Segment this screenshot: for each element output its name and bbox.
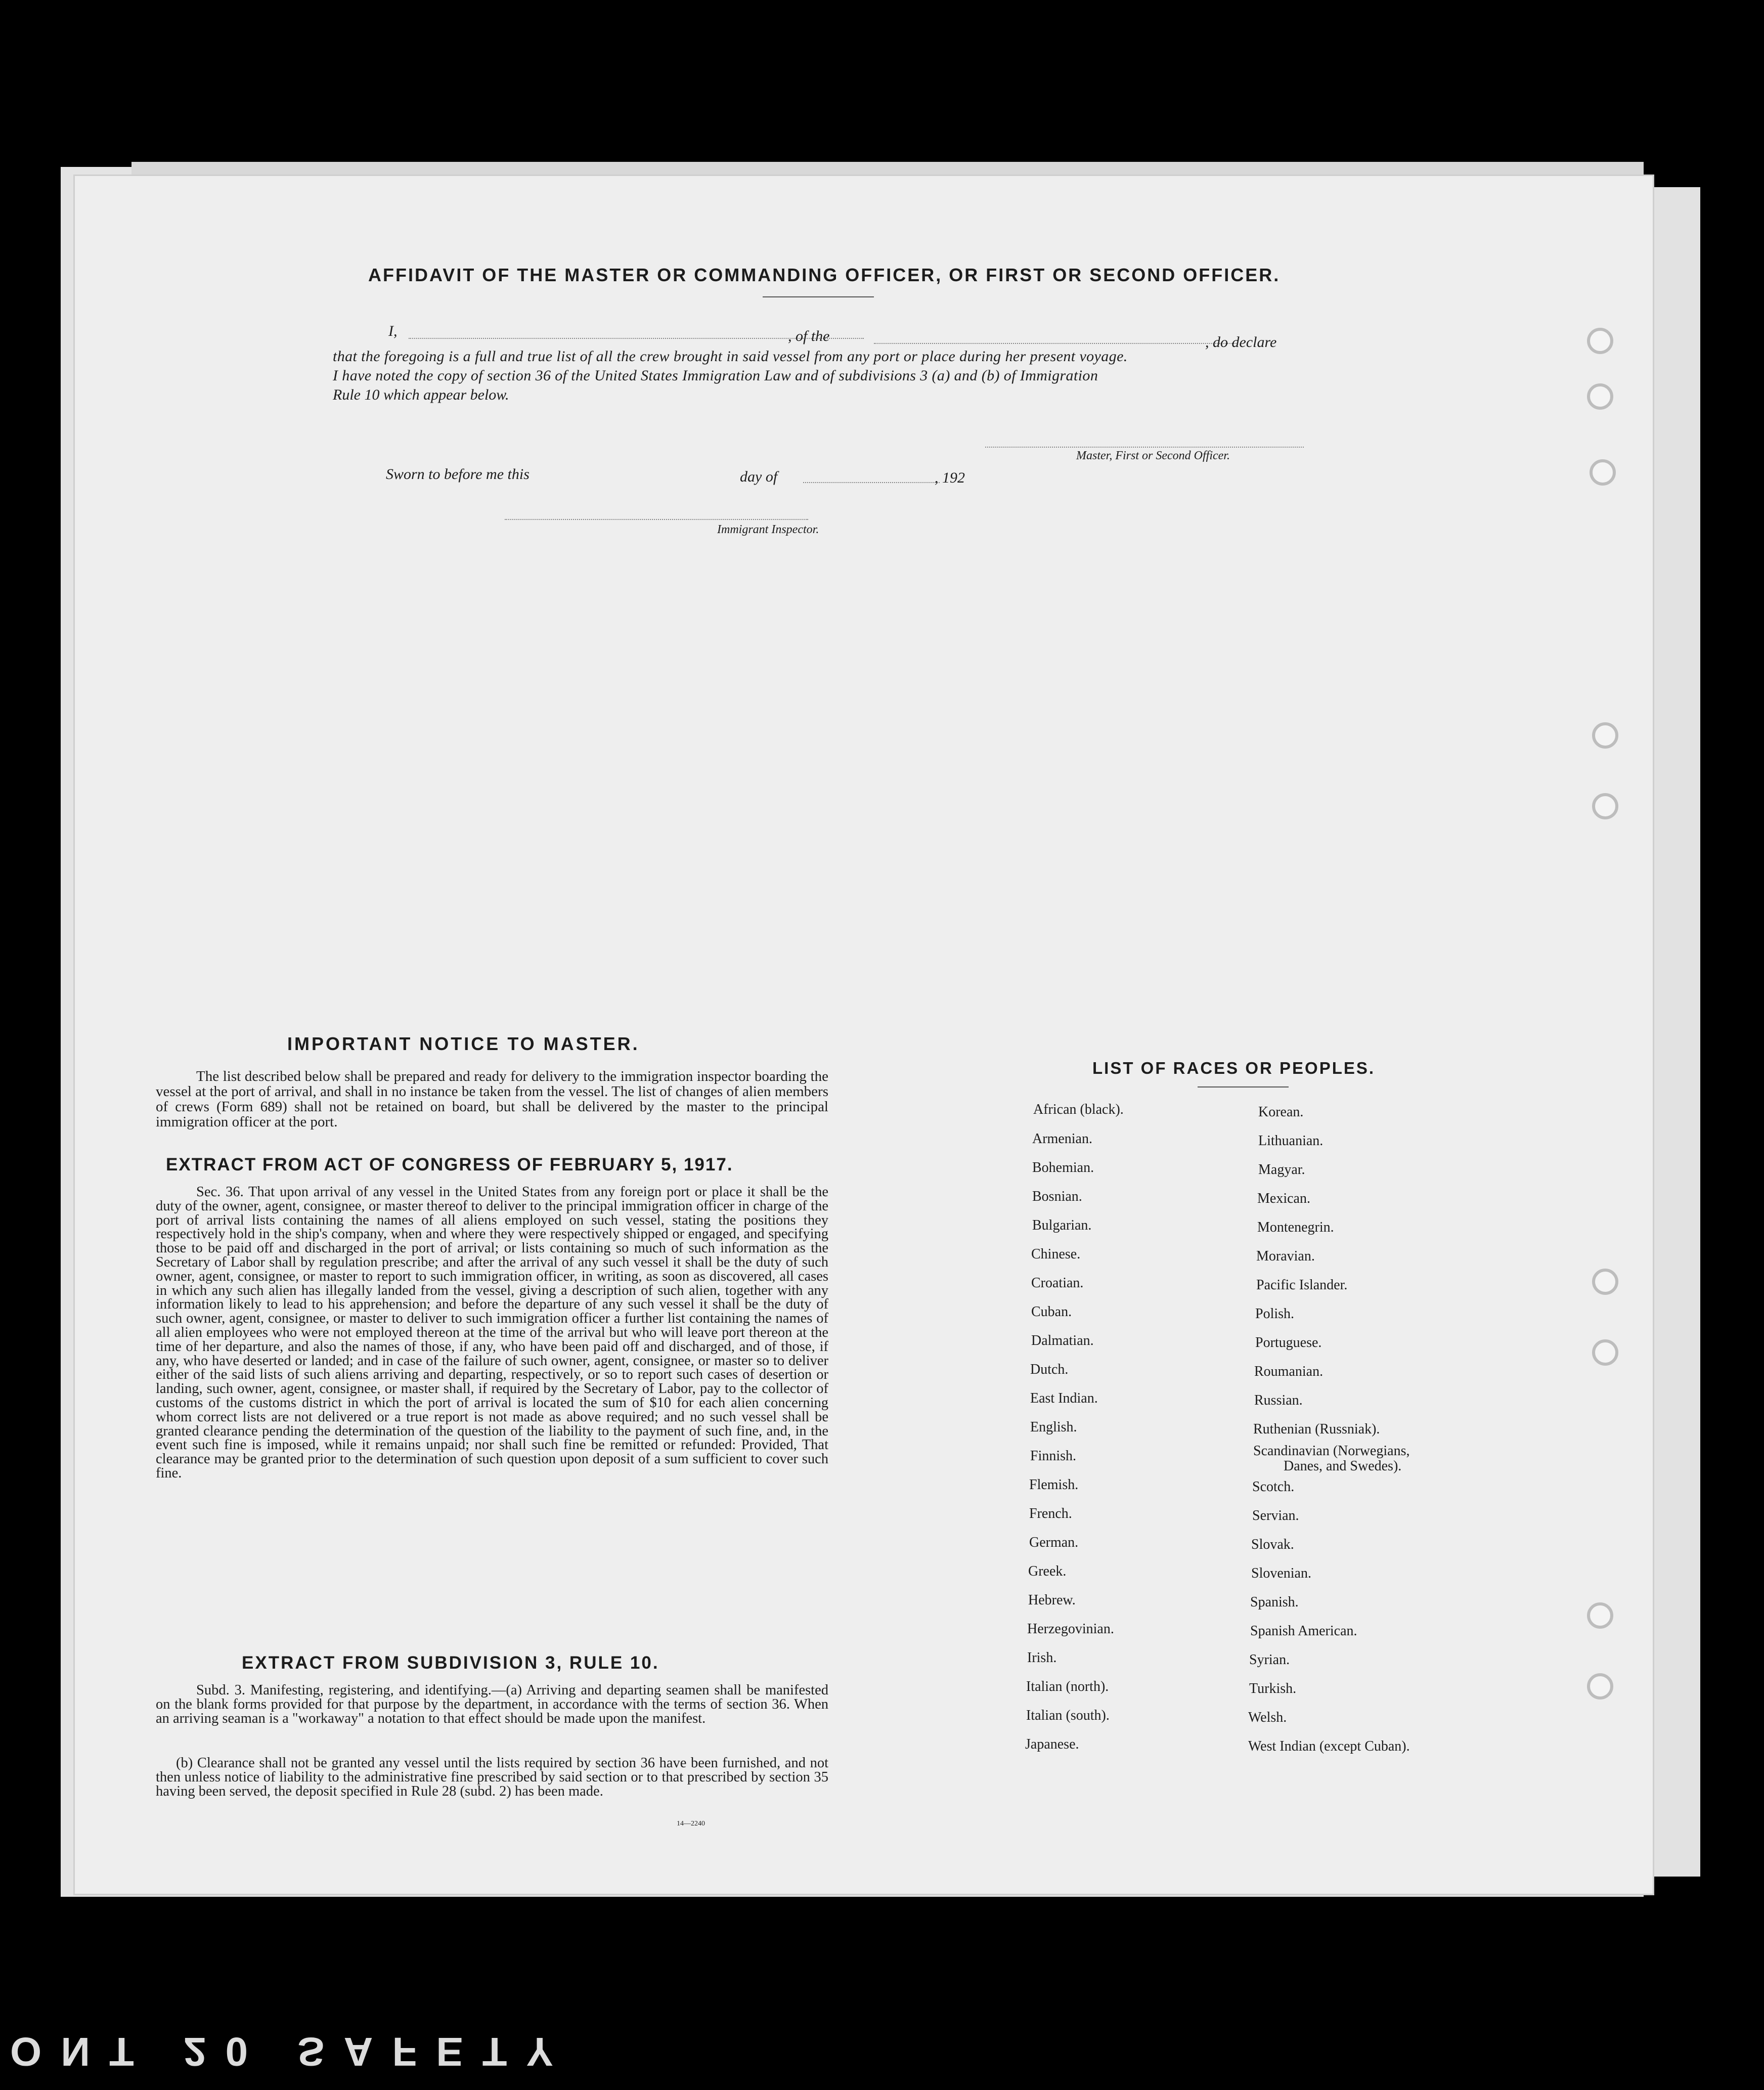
form-number: 14—2240	[677, 1820, 705, 1827]
punch-hole	[1592, 1339, 1618, 1366]
race-item: Mexican.	[1257, 1191, 1310, 1206]
race-item: Greek.	[1028, 1563, 1067, 1579]
notice-text: The list described below shall be prepared and ready for delivery to the immigration inspector boarding the vessel at the port of arrival, and shall in no instance be taken from the vessel. The list of changes of alien members of crews (Form 689) shall not be retained on board, but shall be delivered by the master to the principal immigration officer at the port.	[156, 1068, 828, 1130]
race-item: Cuban.	[1031, 1304, 1072, 1320]
affidavit-title: AFFIDAVIT OF THE MASTER OR COMMANDING OFFICER, OR FIRST OR SECOND OFFICER.	[368, 265, 1281, 285]
date-blank	[803, 482, 940, 483]
race-item: Croatian.	[1031, 1275, 1084, 1291]
day-of-text: day of	[740, 468, 778, 485]
race-item: Korean.	[1258, 1104, 1304, 1120]
race-item: Pacific Islander.	[1256, 1277, 1348, 1293]
punch-hole	[1590, 459, 1616, 486]
affidavit-line-1: that the foregoing is a full and true list of all the crew brought in said vessel from any port or place during her present voyage.	[333, 348, 1128, 365]
race-item: Slovak.	[1251, 1537, 1294, 1552]
race-item: Flemish.	[1029, 1477, 1079, 1493]
sworn-text: Sworn to before me this	[386, 466, 530, 483]
extract-rule-text-b: (b) Clearance shall not be granted any vessel until the lists required by section 36 have been furnished, and not then unless notice of liability to the administrative fine prescribed by said section or to that prescribed by section 35 having been served, the deposit specified in Rule 28 (subd. 2) has been made.	[156, 1755, 828, 1799]
race-item: Hebrew.	[1028, 1592, 1076, 1608]
form-page	[75, 176, 1653, 1894]
inspector-label: Immigrant Inspector.	[717, 523, 819, 536]
year-text: , 192	[935, 469, 965, 486]
affidavit-of-the: , of the	[788, 328, 830, 344]
race-item: Magyar.	[1258, 1162, 1305, 1178]
extract-rule-text-a: Subd. 3. Manifesting, registering, and identifying.—(a) Arriving and departing seamen shall be manifested on the blank forms provided for that purpose by the department, in accordance with the terms of section 36. When an arriving seaman is a "workaway" a notation to that effect should be made upon the manifest.	[156, 1682, 828, 1726]
race-item: Portuguese.	[1255, 1335, 1322, 1351]
affidavit-i: I,	[388, 323, 398, 339]
race-item: Polish.	[1255, 1306, 1295, 1322]
race-item: Irish.	[1027, 1650, 1057, 1666]
race-item: East Indian.	[1030, 1390, 1098, 1406]
race-item: Servian.	[1252, 1508, 1299, 1523]
race-item: Bohemian.	[1032, 1160, 1094, 1175]
race-item: Scotch.	[1252, 1479, 1295, 1495]
race-item: English.	[1030, 1419, 1077, 1435]
punch-hole	[1592, 1269, 1618, 1295]
races-title: LIST OF RACES OR PEOPLES.	[1092, 1059, 1376, 1077]
race-item: Spanish.	[1250, 1594, 1299, 1610]
right-edge-sheet	[1650, 187, 1700, 1877]
race-item: Syrian.	[1249, 1652, 1290, 1668]
race-item: French.	[1029, 1506, 1072, 1521]
signature-line	[985, 447, 1304, 448]
race-item: Lithuanian.	[1258, 1133, 1324, 1149]
race-item: German.	[1029, 1535, 1079, 1550]
races-underline	[1198, 1086, 1289, 1087]
affidavit-do-declare: , do declare	[1205, 334, 1277, 351]
race-item: Turkish.	[1249, 1681, 1297, 1696]
race-item: Italian (north).	[1026, 1679, 1109, 1694]
race-item-continuation: Danes, and Swedes).	[1284, 1458, 1402, 1474]
extract-act-title: EXTRACT FROM ACT OF CONGRESS OF FEBRUARY 5, 1917.	[166, 1155, 733, 1174]
race-item: Slovenian.	[1251, 1565, 1311, 1581]
vessel-blank	[874, 343, 1238, 344]
race-item: Russian.	[1254, 1392, 1303, 1408]
title-underline	[763, 296, 874, 297]
race-item: Herzegovinian.	[1027, 1621, 1114, 1637]
race-item: Dalmatian.	[1031, 1333, 1094, 1348]
race-item: West Indian (except Cuban).	[1248, 1738, 1410, 1754]
race-item: Roumanian.	[1254, 1364, 1324, 1379]
notice-title: IMPORTANT NOTICE TO MASTER.	[287, 1033, 640, 1054]
punch-hole	[1587, 328, 1613, 354]
race-item: Finnish.	[1030, 1448, 1077, 1464]
affidavit-line-2: I have noted the copy of section 36 of the United States Immigration Law and of subdivisions 3 (a) and (b) of Immigration	[333, 367, 1098, 384]
race-item: Dutch.	[1030, 1362, 1069, 1377]
race-item: Ruthenian (Russniak).	[1253, 1421, 1380, 1437]
affidavit-line-3: Rule 10 which appear below.	[333, 386, 509, 403]
punch-hole	[1592, 793, 1618, 819]
inspector-signature-line	[505, 519, 808, 520]
race-item: Italian (south).	[1026, 1708, 1110, 1723]
punch-hole	[1592, 722, 1618, 749]
race-item: Moravian.	[1256, 1248, 1315, 1264]
race-item: Bulgarian.	[1032, 1217, 1092, 1233]
film-edge-text: ONT 20 SAFETY	[10, 2029, 572, 2074]
race-item: Bosnian.	[1032, 1189, 1082, 1204]
race-item: Spanish American.	[1250, 1623, 1357, 1639]
extract-act-text: Sec. 36. That upon arrival of any vessel in the United States from any foreign port or place it shall be the duty of the owner, agent, consignee, or master thereof to deliver to the principal immigration officer in charge of the port of arrival lists containing the names of all aliens employed on such vessel, stating the positions they respectively hold in the ship's company, when and where they were respectively shipped or engaged, and specifying those to be paid off and discharged in the port of arrival; or lists containing so much of such information as the Secretary of Labor shall by regulation prescribe; and after the arrival of any such vessel it shall be the duty of such owner, agent, consignee, or master to report to such immigration officer, in writing, as soon as discovered, all cases in which any such alien has illegally landed from the vessel, giving a description of such alien, together with any information likely to lead to his apprehension; and before the departure of any such vessel it shall be the duty of such owner, agent, consignee, or master to deliver to such immigration officer a further list containing the names of all alien employees who were not employed thereon at the time of the arrival but who will leave port thereon at the time of her departure, and also the names of those, if any, who have been paid off and discharged, and of those, if any, who have deserted or landed; and in case of the failure of such owner, agent, consignee, or master so to deliver either of the said lists of such aliens arriving and departing, respectively, or so to report such cases of desertion or landing, such owner, agent, consignee, or master shall, if required by the Secretary of Labor, pay to the collector of customs of the customs district in which the port of arrival is located the sum of $10 for each alien concerning whom correct lists are not delivered or a true report is not made as above required; and no such vessel shall be granted clearance pending the determination of the question of the liability to the payment of such fine, and, in the event such fine is imposed, while it remains unpaid; nor shall such fine be remitted or refunded: Provided, That clearance may be granted prior to the determination of such question upon deposit of a sum sufficient to cover such fine.	[156, 1184, 828, 1481]
punch-hole	[1587, 1673, 1613, 1700]
race-item: Japanese.	[1025, 1736, 1079, 1752]
punch-hole	[1587, 1602, 1613, 1629]
extract-rule-title: EXTRACT FROM SUBDIVISION 3, RULE 10.	[242, 1653, 659, 1673]
race-item: Chinese.	[1031, 1246, 1081, 1262]
punch-hole	[1587, 383, 1613, 410]
race-item: Welsh.	[1248, 1710, 1287, 1725]
race-item: Scandinavian (Norwegians,	[1253, 1443, 1410, 1459]
race-item: African (black).	[1033, 1102, 1124, 1117]
race-item: Montenegrin.	[1257, 1220, 1334, 1235]
master-label: Master, First or Second Officer.	[1076, 449, 1230, 462]
race-item: Armenian.	[1032, 1131, 1092, 1147]
